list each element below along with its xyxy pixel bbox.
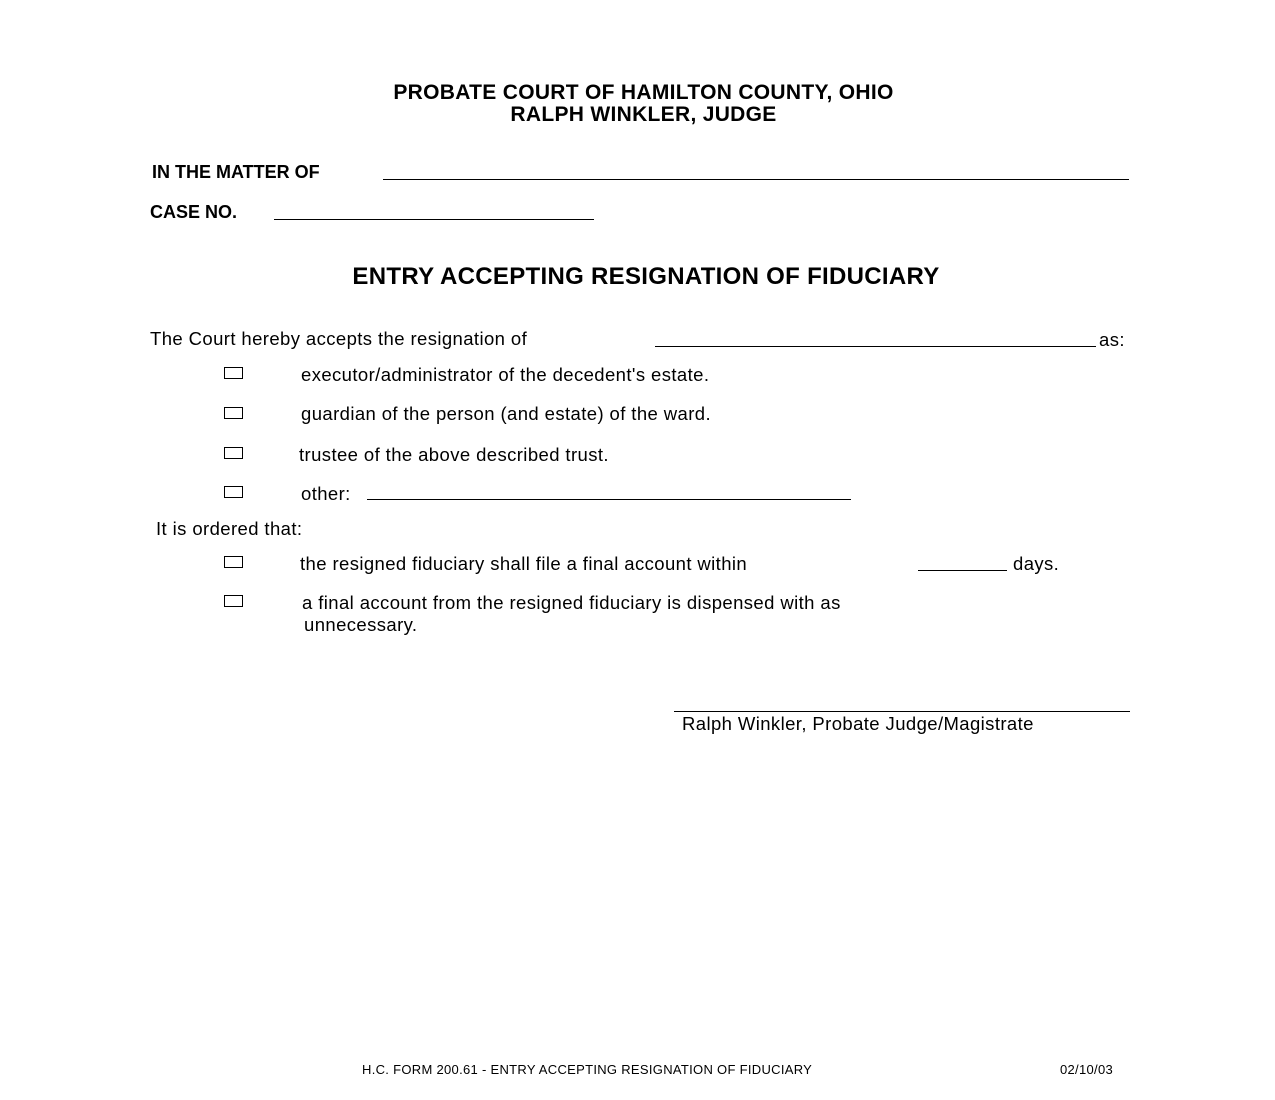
acceptance-suffix: as: xyxy=(1099,329,1125,350)
executor-label: executor/administrator of the decedent's estate. xyxy=(301,364,710,385)
trustee-label: trustee of the above described trust. xyxy=(299,444,609,465)
order-intro: It is ordered that: xyxy=(156,518,303,539)
judge-name: RALPH WINKLER, JUDGE xyxy=(510,103,777,126)
form-number: H.C. FORM 200.61 - ENTRY ACCEPTING RESIGNATION OF FIDUCIARY xyxy=(362,1062,813,1077)
case-input-line[interactable] xyxy=(274,219,594,220)
document-title: ENTRY ACCEPTING RESIGNATION OF FIDUCIARY xyxy=(352,263,940,290)
other-input-line[interactable] xyxy=(367,499,851,500)
signature-label: Ralph Winkler, Probate Judge/Magistrate xyxy=(682,713,1034,734)
other-label: other: xyxy=(301,483,351,504)
days-suffix: days. xyxy=(1013,553,1060,574)
final-account-checkbox[interactable] xyxy=(224,556,243,568)
court-name: PROBATE COURT OF HAMILTON COUNTY, OHIO xyxy=(393,81,894,104)
final-account-text: the resigned fiduciary shall file a final account within xyxy=(300,553,748,574)
executor-checkbox[interactable] xyxy=(224,367,243,379)
dispense-account-text-line2: unnecessary. xyxy=(304,614,418,635)
fiduciary-name-line[interactable] xyxy=(655,346,1096,347)
other-checkbox[interactable] xyxy=(224,486,243,498)
trustee-checkbox[interactable] xyxy=(224,447,243,459)
signature-line[interactable] xyxy=(674,711,1130,712)
case-label: CASE NO. xyxy=(150,202,238,222)
dispense-account-text-line1: a final account from the resigned fiduciary is dispensed with as xyxy=(302,592,841,613)
form-date: 02/10/03 xyxy=(1060,1062,1114,1077)
acceptance-text: The Court hereby accepts the resignation of xyxy=(150,328,528,349)
days-input-line[interactable] xyxy=(918,570,1007,571)
guardian-label: guardian of the person (and estate) of the ward. xyxy=(301,403,712,424)
guardian-checkbox[interactable] xyxy=(224,407,243,419)
dispense-account-checkbox[interactable] xyxy=(224,595,243,607)
matter-label: IN THE MATTER OF xyxy=(152,162,320,182)
matter-input-line[interactable] xyxy=(383,179,1129,180)
